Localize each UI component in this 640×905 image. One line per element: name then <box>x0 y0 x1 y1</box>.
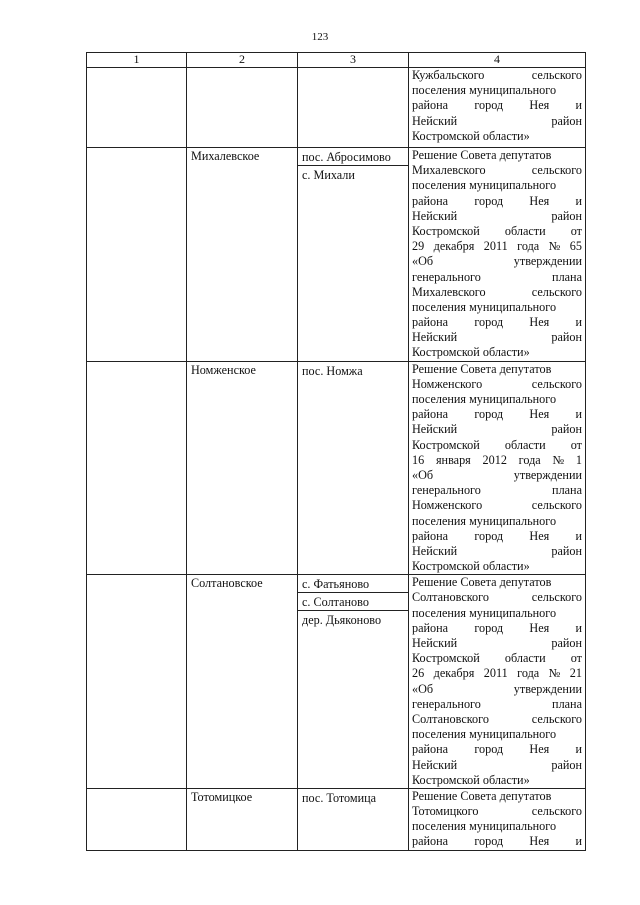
decision-cell <box>409 575 586 789</box>
decision-cell <box>409 68 586 148</box>
locality-item: с. Фатьяново <box>298 575 408 593</box>
settlements-table <box>86 52 586 851</box>
locality-item: пос. Номжа <box>302 363 363 378</box>
decision-text-line: Костромской области от <box>412 651 582 666</box>
localities-cell <box>298 361 409 575</box>
decision-text-line: генерального плана <box>412 269 582 284</box>
decision-text-line: Костромской области от <box>412 437 582 452</box>
locality-item: с. Михали <box>302 168 355 182</box>
decision-text-line: Нейский район <box>412 208 582 223</box>
table-row <box>87 575 586 789</box>
decision-text-line: Костромской области» <box>412 559 530 574</box>
decision-text-line: района город Нея и <box>412 407 582 422</box>
localities-cell <box>298 68 409 148</box>
localities-cell <box>298 575 409 789</box>
decision-text-line: 26 декабря 2011 года № 21 <box>412 666 582 681</box>
district-cell <box>87 788 187 850</box>
decision-text-line: Нейский район <box>412 330 582 345</box>
locality-item: дер. Дьяконово <box>302 613 382 628</box>
decision-text-line: Солтановского сельского <box>412 590 582 605</box>
decision-text-line: «Об утверждении <box>412 254 582 269</box>
decision-text-line: Решение Совета депутатов <box>412 148 552 162</box>
district-cell <box>87 148 187 362</box>
decision-text-line: 16 января 2012 года № 1 <box>412 452 582 467</box>
decision-text-line: района город Нея и <box>412 528 582 543</box>
decision-text-line: Кужбальского сельского <box>412 68 582 82</box>
decision-text-line: «Об утверждении <box>412 681 582 696</box>
decision-text-line: Решение Совета депутатов <box>412 361 552 376</box>
decision-text-line: поселения муниципального <box>412 83 557 98</box>
decision-cell <box>409 788 586 850</box>
decision-text-line: Нейский район <box>412 113 582 128</box>
decision-text-line: поселения муниципального <box>412 392 557 406</box>
decision-cell <box>409 148 586 362</box>
decision-text-line: 29 декабря 2011 года № 65 <box>412 239 582 254</box>
decision-text-line: Михалевского сельского <box>412 163 582 178</box>
decision-text-line: Нейский район <box>412 757 582 772</box>
decision-text-line: генерального плана <box>412 696 582 711</box>
decision-text-line: поселения муниципального <box>412 299 557 314</box>
page-number: 123 <box>311 31 329 43</box>
district-cell <box>87 361 187 575</box>
decision-text-line: «Об утверждении <box>412 467 582 482</box>
district-cell <box>87 68 187 148</box>
decision-text-line: Решение Совета депутатов <box>412 575 552 590</box>
decision-text-line: поселения муниципального <box>412 819 557 834</box>
locality-item: пос. Тотомица <box>302 790 377 805</box>
decision-text-line: поселения муниципального <box>412 513 557 528</box>
decision-text-line: поселения муниципального <box>412 727 557 742</box>
decision-text-line: района город Нея и <box>412 834 582 849</box>
decision-text-line: района город Нея и <box>412 98 582 113</box>
decision-text-line: Костромской области» <box>412 772 530 787</box>
decision-text-line: Номженского сельского <box>412 498 582 513</box>
column-header: 2 <box>187 53 298 68</box>
localities-cell <box>298 788 409 850</box>
decision-text-line: генерального плана <box>412 483 582 498</box>
decision-text-line: района город Нея и <box>412 193 582 208</box>
decision-text-line: Тотомицкого сельского <box>412 804 582 819</box>
table-row <box>87 148 586 362</box>
decision-text-line: Нейский район <box>412 543 582 558</box>
decision-text-line: поселения муниципального <box>412 605 557 620</box>
settlement-name-cell <box>187 68 298 148</box>
decision-text-line: района город Нея и <box>412 742 582 757</box>
decision-text-line: Решение Совета депутатов <box>412 788 552 803</box>
decision-text-line: Номженского сельского <box>412 376 582 391</box>
decision-text-line: Костромской области от <box>412 223 582 238</box>
locality-item: пос. Абросимово <box>298 148 408 166</box>
decision-text-line: Нейский район <box>412 636 582 650</box>
table-header-row <box>87 53 586 68</box>
settlement-name-cell: Солтановское <box>187 575 298 789</box>
localities-cell <box>298 148 409 362</box>
locality-item: с. Солтаново <box>298 593 408 611</box>
decision-cell <box>409 361 586 575</box>
decision-text-line: Нейский район <box>412 422 582 437</box>
decision-text-line: Солтановского сельского <box>412 711 582 726</box>
table-row <box>87 361 586 575</box>
decision-text-line: поселения муниципального <box>412 178 557 193</box>
table-row <box>87 788 586 850</box>
column-header: 3 <box>298 53 409 68</box>
settlement-name-cell: Номженское <box>187 361 298 575</box>
decision-text-line: района город Нея и <box>412 620 582 635</box>
decision-text-line: Костромской области» <box>412 128 530 143</box>
decision-text-line: Костромской области» <box>412 345 530 360</box>
table-row <box>87 68 586 148</box>
column-header: 4 <box>409 53 586 68</box>
decision-text-line: Михалевского сельского <box>412 284 582 299</box>
column-header: 1 <box>87 53 187 68</box>
settlement-name-cell: Тотомицкое <box>187 788 298 850</box>
settlement-name-cell: Михалевское <box>187 148 298 362</box>
decision-text-line: района город Нея и <box>412 315 582 330</box>
district-cell <box>87 575 187 789</box>
